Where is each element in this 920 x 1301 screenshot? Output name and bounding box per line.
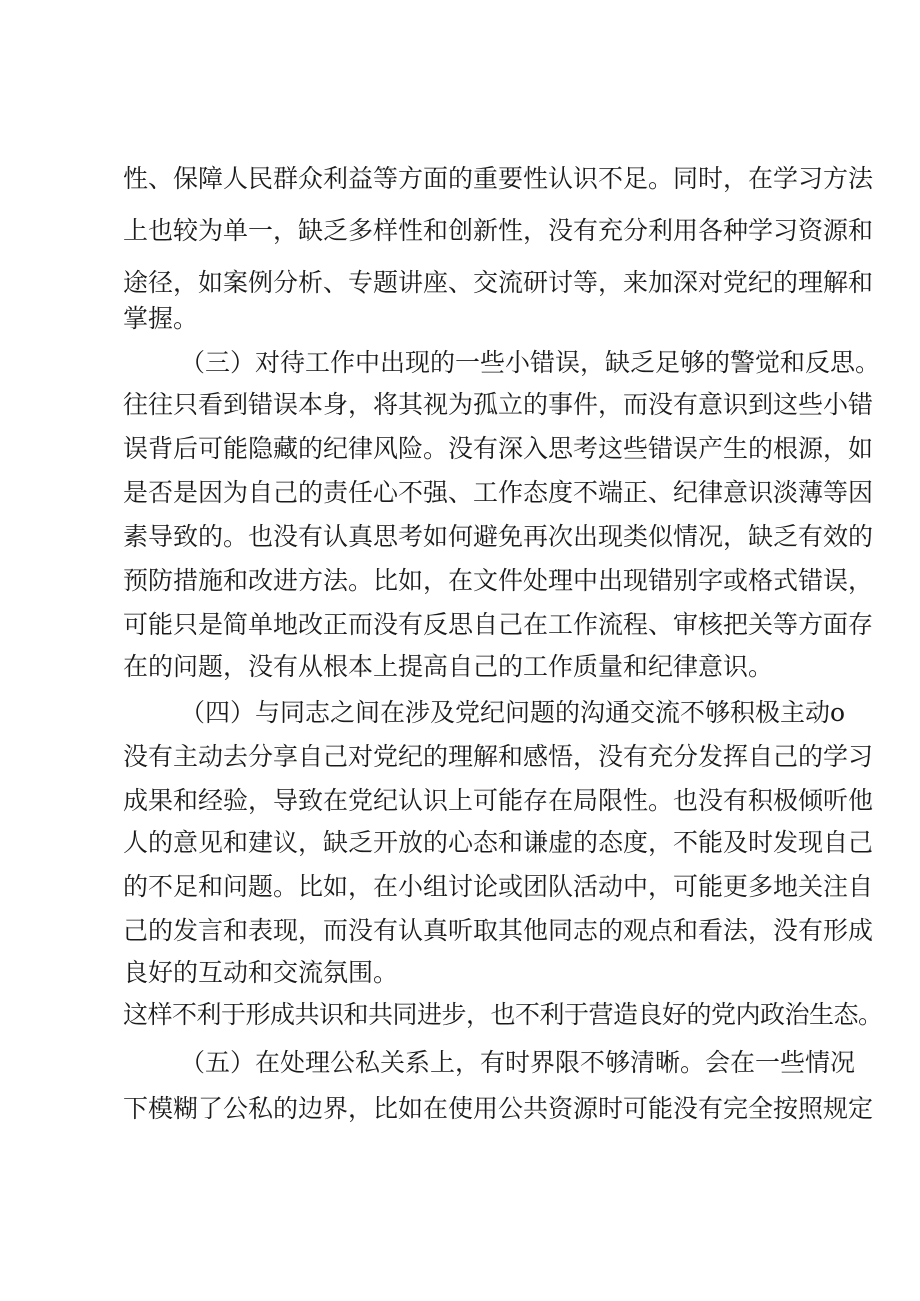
text-line: 掌握。 [123, 304, 199, 333]
text-line: 己的发言和表现，而没有认真听取其他同志的观点和看法，没有形成 [123, 916, 874, 945]
text-line: 可能只是简单地改正而没有反思自己在工作流程、审核把关等方面存 [123, 610, 874, 639]
text-line: 是否是因为自己的责任心不强、工作态度不端正、纪律意识淡薄等因 [123, 478, 874, 507]
text-line: 在的问题，没有从根本上提高自己的工作质量和纪律意识。 [123, 652, 774, 681]
text-line: 人的意见和建议，缺乏开放的心态和谦虚的态度，不能及时发现自己 [123, 828, 874, 857]
section-heading-line: （三）对待工作中出现的一些小错误，缺乏足够的警觉和反思。 [180, 348, 881, 377]
text-line: 良好的互动和交流氛围。 [123, 958, 399, 987]
text-line: 上也较为单一，缺乏多样性和创新性，没有充分利用各种学习资源和 [123, 216, 874, 245]
text-line: 成果和经验，导致在党纪认识上可能存在局限性。也没有积极倾听他 [123, 786, 874, 815]
text-line: 素导致的。也没有认真思考如何避免再次出现类似情况，缺乏有效的 [123, 522, 874, 551]
text-line: 性、保障人民群众利益等方面的重要性认识不足。同时，在学习方法 [123, 164, 874, 193]
text-line: 途径，如案例分析、专题讲座、交流研讨等，来加深对党纪的理解和 [123, 268, 874, 297]
text-line: 没有主动去分享自己对党纪的理解和感悟，没有充分发挥自己的学习 [123, 742, 874, 771]
text-line: 下模糊了公私的边界，比如在使用公共资源时可能没有完全按照规定 [123, 1094, 874, 1123]
text-line: 预防措施和改进方法。比如，在文件处理中出现错别字或格式错误， [123, 566, 874, 595]
section-heading-line: （五）在处理公私关系上，有时界限不够清晰。会在一些情况 [180, 1048, 856, 1077]
text-line: 的不足和问题。比如，在小组讨论或团队活动中，可能更多地关注自 [123, 872, 874, 901]
text-line: 误背后可能隐藏的纪律风险。没有深入思考这些错误产生的根源，如 [123, 434, 874, 463]
section-heading-line: （四）与同志之间在涉及党纪问题的沟通交流不够积极主动o [180, 698, 846, 727]
text-line: 往往只看到错误本身，将其视为孤立的事件，而没有意识到这些小错 [123, 390, 874, 419]
text-line: 这样不利于形成共识和共同进步，也不利于营造良好的党内政治生态。 [123, 1000, 883, 1029]
